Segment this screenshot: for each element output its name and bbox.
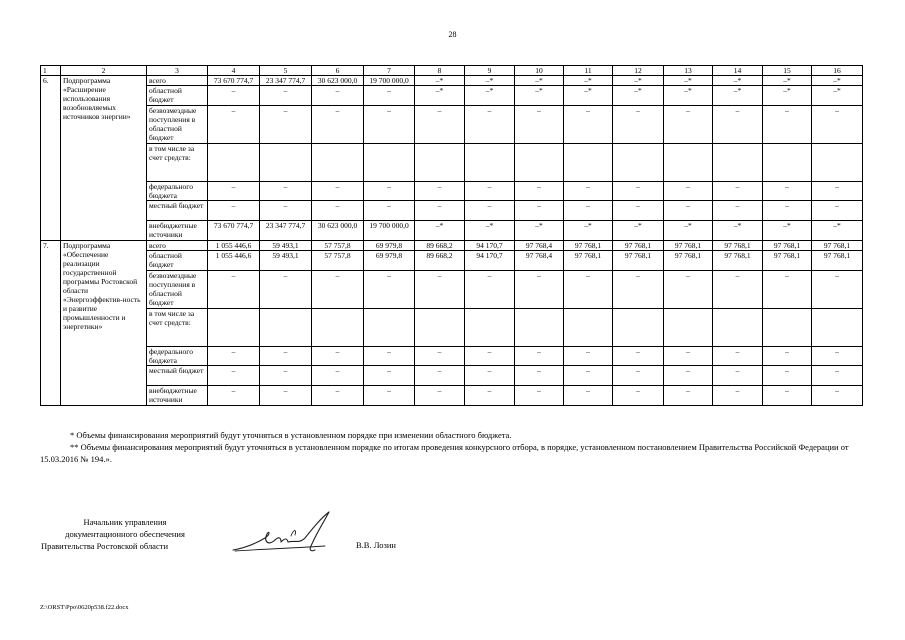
- amount-cell: –*: [664, 221, 713, 241]
- amount-cell: [312, 309, 364, 347]
- amount-cell: –: [564, 271, 613, 309]
- funding-source-label: областной бюджет: [147, 251, 208, 271]
- amount-cell: –: [415, 347, 465, 366]
- amount-cell: –*: [763, 86, 812, 106]
- amount-cell: –: [364, 86, 415, 106]
- amount-cell: –: [260, 182, 312, 201]
- amount-cell: –: [664, 366, 713, 386]
- subprogram-name: Подпрограмма «Расширение использования возобновляемых источников энергии»: [61, 76, 147, 241]
- amount-cell: –: [664, 347, 713, 366]
- amount-cell: –: [364, 182, 415, 201]
- signatory-title-line: Начальник управления: [83, 517, 167, 527]
- column-number-header: 14: [713, 66, 763, 76]
- amount-cell: –: [465, 201, 515, 221]
- table-row: [41, 182, 863, 201]
- table-row: [41, 201, 863, 221]
- amount-cell: –*: [613, 76, 664, 86]
- amount-cell: 73 670 774,7: [208, 221, 260, 241]
- amount-cell: –: [465, 386, 515, 406]
- amount-cell: –*: [713, 76, 763, 86]
- amount-cell: –*: [713, 221, 763, 241]
- column-number-header: 13: [664, 66, 713, 76]
- amount-cell: –: [515, 386, 564, 406]
- amount-cell: [564, 144, 613, 182]
- amount-cell: –: [208, 366, 260, 386]
- amount-cell: 97 768,1: [812, 251, 863, 271]
- amount-cell: –: [312, 271, 364, 309]
- column-number-header: 16: [812, 66, 863, 76]
- amount-cell: –: [613, 106, 664, 144]
- amount-cell: –: [613, 201, 664, 221]
- amount-cell: [364, 144, 415, 182]
- amount-cell: [713, 309, 763, 347]
- amount-cell: 57 757,8: [312, 241, 364, 251]
- amount-cell: –: [713, 201, 763, 221]
- amount-cell: –: [364, 366, 415, 386]
- amount-cell: –*: [515, 86, 564, 106]
- amount-cell: –: [564, 106, 613, 144]
- column-number-header: 5: [260, 66, 312, 76]
- amount-cell: –: [260, 271, 312, 309]
- amount-cell: 97 768,1: [564, 241, 613, 251]
- amount-cell: –: [613, 347, 664, 366]
- amount-cell: –: [812, 366, 863, 386]
- amount-cell: –: [763, 201, 812, 221]
- signatory-name: В.В. Лозин: [356, 540, 396, 550]
- amount-cell: 97 768,1: [664, 241, 713, 251]
- amount-cell: –*: [415, 86, 465, 106]
- amount-cell: 97 768,1: [564, 251, 613, 271]
- funding-source-label: внебюджетные источники: [147, 386, 208, 406]
- amount-cell: 97 768,1: [763, 251, 812, 271]
- funding-source-label: безвозмездные поступления в областной бюджет: [147, 106, 208, 144]
- amount-cell: [415, 309, 465, 347]
- amount-cell: –: [812, 271, 863, 309]
- amount-cell: –: [812, 201, 863, 221]
- amount-cell: –: [515, 106, 564, 144]
- amount-cell: –: [713, 366, 763, 386]
- amount-cell: –: [415, 182, 465, 201]
- amount-cell: [812, 309, 863, 347]
- amount-cell: –: [664, 271, 713, 309]
- funding-source-label: в том числе за счет средств:: [147, 144, 208, 182]
- footnote-single-star: * Объемы финансирования мероприятий будут уточняться в установленном порядке при изменении областного бюджета.: [70, 430, 512, 440]
- funding-source-label: всего: [147, 241, 208, 251]
- amount-cell: 59 493,1: [260, 241, 312, 251]
- amount-cell: –: [312, 201, 364, 221]
- amount-cell: –*: [713, 86, 763, 106]
- financing-table: [40, 65, 863, 406]
- amount-cell: 30 623 000,0: [312, 221, 364, 241]
- amount-cell: 97 768,4: [515, 241, 564, 251]
- table-row: [41, 106, 863, 144]
- amount-cell: –: [564, 366, 613, 386]
- amount-cell: –*: [613, 221, 664, 241]
- amount-cell: 57 757,8: [312, 251, 364, 271]
- amount-cell: [613, 144, 664, 182]
- table-row: [41, 347, 863, 366]
- amount-cell: [664, 144, 713, 182]
- table-row: [41, 86, 863, 106]
- amount-cell: –*: [564, 86, 613, 106]
- amount-cell: –: [812, 347, 863, 366]
- amount-cell: –: [364, 106, 415, 144]
- amount-cell: –: [713, 271, 763, 309]
- amount-cell: 1 055 446,6: [208, 241, 260, 251]
- amount-cell: –: [312, 86, 364, 106]
- subprogram-name: Подпрограмма «Обеспечение реализации государственной программы Ростовской области «Энергоэффектив-ность и развитие промышленности и энергетики»: [61, 241, 147, 406]
- amount-cell: –: [465, 271, 515, 309]
- amount-cell: –: [364, 201, 415, 221]
- amount-cell: 89 668,2: [415, 241, 465, 251]
- table-row: [41, 386, 863, 406]
- column-number-header: 8: [415, 66, 465, 76]
- amount-cell: –: [260, 201, 312, 221]
- amount-cell: –*: [812, 76, 863, 86]
- amount-cell: –*: [564, 221, 613, 241]
- table-row: [41, 76, 863, 86]
- amount-cell: –: [208, 386, 260, 406]
- amount-cell: –: [664, 201, 713, 221]
- amount-cell: –: [763, 271, 812, 309]
- table-row: [41, 251, 863, 271]
- amount-cell: [664, 309, 713, 347]
- amount-cell: 69 979,8: [364, 251, 415, 271]
- amount-cell: –: [713, 347, 763, 366]
- amount-cell: –: [465, 106, 515, 144]
- column-number-header: 15: [763, 66, 812, 76]
- amount-cell: –*: [613, 86, 664, 106]
- amount-cell: –*: [465, 86, 515, 106]
- amount-cell: –: [208, 86, 260, 106]
- amount-cell: –: [312, 106, 364, 144]
- amount-cell: [208, 309, 260, 347]
- amount-cell: –: [713, 106, 763, 144]
- amount-cell: –: [613, 366, 664, 386]
- funding-source-label: федерального бюджета: [147, 182, 208, 201]
- amount-cell: –*: [763, 221, 812, 241]
- subprogram-number: 6.: [41, 76, 61, 241]
- table-row: [41, 366, 863, 386]
- amount-cell: –: [312, 347, 364, 366]
- amount-cell: 30 623 000,0: [312, 76, 364, 86]
- amount-cell: –: [713, 182, 763, 201]
- amount-cell: –*: [564, 76, 613, 86]
- amount-cell: [260, 309, 312, 347]
- amount-cell: –: [613, 271, 664, 309]
- amount-cell: –: [260, 86, 312, 106]
- amount-cell: –: [465, 347, 515, 366]
- amount-cell: –: [415, 366, 465, 386]
- amount-cell: [465, 309, 515, 347]
- amount-cell: [763, 309, 812, 347]
- amount-cell: –*: [415, 221, 465, 241]
- file-path: Z:\ORST\Ppo\0620p538.f22.docx: [40, 604, 129, 611]
- table-header-row: [41, 66, 863, 76]
- table-row: [41, 221, 863, 241]
- amount-cell: –: [812, 182, 863, 201]
- amount-cell: [465, 144, 515, 182]
- amount-cell: 97 768,1: [763, 241, 812, 251]
- amount-cell: –: [613, 182, 664, 201]
- amount-cell: –: [515, 182, 564, 201]
- funding-source-label: областной бюджет: [147, 86, 208, 106]
- amount-cell: [260, 144, 312, 182]
- column-number-header: 4: [208, 66, 260, 76]
- amount-cell: –: [415, 271, 465, 309]
- amount-cell: –: [664, 106, 713, 144]
- amount-cell: –: [208, 201, 260, 221]
- amount-cell: –: [564, 182, 613, 201]
- amount-cell: –: [564, 347, 613, 366]
- amount-cell: 97 768,1: [713, 251, 763, 271]
- table-row: [41, 271, 863, 309]
- amount-cell: –*: [515, 76, 564, 86]
- amount-cell: –: [515, 366, 564, 386]
- amount-cell: –: [260, 366, 312, 386]
- amount-cell: –: [364, 386, 415, 406]
- amount-cell: –: [208, 106, 260, 144]
- amount-cell: –: [812, 106, 863, 144]
- funding-source-label: местный бюджет: [147, 366, 208, 386]
- column-number-header: 6: [312, 66, 364, 76]
- amount-cell: –: [763, 347, 812, 366]
- amount-cell: –: [664, 386, 713, 406]
- amount-cell: –*: [812, 86, 863, 106]
- amount-cell: –: [465, 366, 515, 386]
- amount-cell: [763, 144, 812, 182]
- table-row: [41, 309, 863, 347]
- amount-cell: –: [312, 386, 364, 406]
- funding-source-label: федерального бюджета: [147, 347, 208, 366]
- signatory-title-line: документационного обеспечения: [65, 529, 185, 539]
- amount-cell: –*: [664, 76, 713, 86]
- funding-source-label: в том числе за счет средств:: [147, 309, 208, 347]
- amount-cell: –: [260, 347, 312, 366]
- table-row: [41, 144, 863, 182]
- column-number-header: 12: [613, 66, 664, 76]
- page-number: 28: [448, 30, 457, 39]
- handwritten-signature: [225, 508, 345, 558]
- amount-cell: [564, 309, 613, 347]
- footnote-double-star: ** Объемы финансирования мероприятий будут уточняться в установленном порядке по итогам проведения конкурсного отбора, в порядке, установленном постановлением Правительства Российской Федерации от 15.03.2016 № 194.».: [40, 442, 849, 464]
- signatory-title-line: Правительства Ростовской области: [41, 541, 168, 551]
- amount-cell: 23 347 774,7: [260, 76, 312, 86]
- amount-cell: 19 700 000,0: [364, 76, 415, 86]
- amount-cell: –*: [664, 86, 713, 106]
- amount-cell: [312, 144, 364, 182]
- amount-cell: –: [312, 182, 364, 201]
- amount-cell: 94 170,7: [465, 251, 515, 271]
- amount-cell: –: [208, 271, 260, 309]
- amount-cell: [415, 144, 465, 182]
- amount-cell: 97 768,4: [515, 251, 564, 271]
- column-number-header: 11: [564, 66, 613, 76]
- amount-cell: –: [465, 182, 515, 201]
- column-number-header: 2: [61, 66, 147, 76]
- column-number-header: 1: [41, 66, 61, 76]
- amount-cell: –: [515, 347, 564, 366]
- amount-cell: –*: [465, 221, 515, 241]
- amount-cell: –: [260, 386, 312, 406]
- amount-cell: 23 347 774,7: [260, 221, 312, 241]
- amount-cell: [812, 144, 863, 182]
- footnotes: [40, 429, 862, 465]
- amount-cell: –: [515, 271, 564, 309]
- amount-cell: 97 768,1: [713, 241, 763, 251]
- amount-cell: –: [812, 386, 863, 406]
- amount-cell: 97 768,1: [613, 241, 664, 251]
- amount-cell: 97 768,1: [613, 251, 664, 271]
- amount-cell: 19 700 000,0: [364, 221, 415, 241]
- amount-cell: –*: [763, 76, 812, 86]
- column-number-header: 3: [147, 66, 208, 76]
- column-number-header: 9: [465, 66, 515, 76]
- amount-cell: 97 768,1: [812, 241, 863, 251]
- amount-cell: [364, 309, 415, 347]
- amount-cell: –: [415, 106, 465, 144]
- amount-cell: –: [515, 201, 564, 221]
- amount-cell: –: [564, 201, 613, 221]
- amount-cell: –: [208, 347, 260, 366]
- amount-cell: –*: [415, 76, 465, 86]
- amount-cell: [613, 309, 664, 347]
- amount-cell: [515, 309, 564, 347]
- amount-cell: –: [364, 347, 415, 366]
- signatory-title: [41, 516, 205, 552]
- funding-source-label: внебюджетные источники: [147, 221, 208, 241]
- amount-cell: [713, 144, 763, 182]
- amount-cell: –: [613, 386, 664, 406]
- column-number-header: 10: [515, 66, 564, 76]
- amount-cell: –: [260, 106, 312, 144]
- amount-cell: –: [364, 271, 415, 309]
- amount-cell: –: [564, 386, 613, 406]
- amount-cell: –: [763, 106, 812, 144]
- amount-cell: –*: [515, 221, 564, 241]
- amount-cell: 94 170,7: [465, 241, 515, 251]
- amount-cell: –: [763, 386, 812, 406]
- amount-cell: 59 493,1: [260, 251, 312, 271]
- amount-cell: –: [713, 386, 763, 406]
- funding-source-label: всего: [147, 76, 208, 86]
- amount-cell: –: [312, 366, 364, 386]
- amount-cell: –*: [812, 221, 863, 241]
- amount-cell: –*: [465, 76, 515, 86]
- column-number-header: 7: [364, 66, 415, 76]
- amount-cell: 97 768,1: [664, 251, 713, 271]
- funding-source-label: местный бюджет: [147, 201, 208, 221]
- amount-cell: –: [208, 182, 260, 201]
- funding-source-label: безвозмездные поступления в областной бюджет: [147, 271, 208, 309]
- amount-cell: –: [763, 182, 812, 201]
- amount-cell: 89 668,2: [415, 251, 465, 271]
- amount-cell: 1 055 446,6: [208, 251, 260, 271]
- subprogram-number: 7.: [41, 241, 61, 406]
- amount-cell: –: [763, 366, 812, 386]
- amount-cell: 69 979,8: [364, 241, 415, 251]
- amount-cell: 73 670 774,7: [208, 76, 260, 86]
- amount-cell: –: [415, 386, 465, 406]
- amount-cell: –: [415, 201, 465, 221]
- table-row: [41, 241, 863, 251]
- amount-cell: [208, 144, 260, 182]
- amount-cell: [515, 144, 564, 182]
- amount-cell: –: [664, 182, 713, 201]
